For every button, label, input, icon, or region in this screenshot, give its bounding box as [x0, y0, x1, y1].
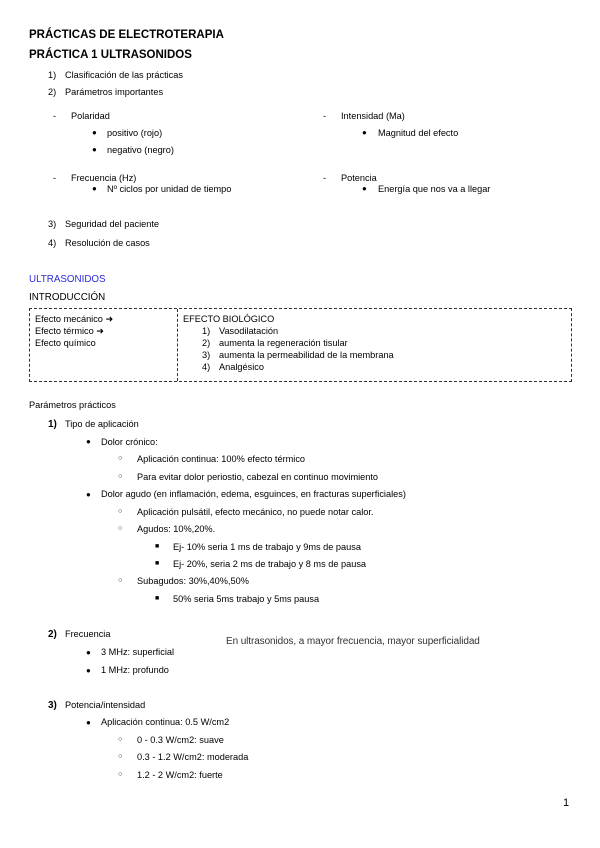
box-divider [177, 309, 178, 381]
section-title-potencia: Potencia/intensidad [65, 700, 146, 710]
list-item: Ej- 10% seria 1 ms de trabajo y 9ms de pausa [173, 542, 361, 552]
biological-effect-item: Analgésico [219, 362, 264, 372]
circle-bullet: ○ [118, 473, 123, 480]
outline-number: 4) [48, 238, 57, 248]
list-item: Aplicación continua: 100% efecto térmico [137, 454, 306, 464]
dot-bullet: ● [86, 437, 91, 446]
biological-effect-number: 4) [202, 362, 211, 372]
biological-effect-item: aumenta la permeabilidad de la membrana [219, 350, 394, 360]
effect-item: Efecto mecánico ➜ [35, 314, 114, 324]
dash-bullet: - [323, 173, 327, 183]
outline-number: 2) [48, 87, 57, 97]
param-subitem: negativo (negro) [107, 145, 174, 155]
practical-params-heading: Parámetros prácticos [29, 400, 116, 410]
param-subitem: Energía que nos va a llegar [378, 184, 491, 194]
outline-item: Resolución de casos [65, 238, 150, 248]
section-number: 3) [48, 700, 57, 711]
list-item: 1.2 - 2 W/cm2: fuerte [137, 770, 223, 780]
circle-bullet: ○ [118, 455, 123, 462]
outline-item: Seguridad del paciente [65, 219, 159, 229]
page-number: 1 [563, 797, 570, 809]
effect-item: Efecto químico [35, 338, 96, 348]
biological-effect-item: Vasodilatación [219, 326, 279, 336]
dolor-cronico: Dolor crónico: [101, 437, 158, 447]
dash-bullet: - [323, 111, 327, 121]
section-number: 2) [48, 629, 57, 640]
square-bullet: ■ [155, 595, 160, 602]
biological-effect-number: 2) [202, 338, 211, 348]
circle-bullet: ○ [118, 771, 123, 778]
section-title-frecuencia: Frecuencia [65, 629, 111, 639]
param-potencia: Potencia [341, 173, 377, 183]
list-item: Aplicación pulsátil, efecto mecánico, no puede notar calor. [137, 507, 374, 517]
dot-bullet: ● [86, 490, 91, 499]
dash-bullet: - [53, 111, 57, 121]
list-item: Ej- 20%, seria 2 ms de trabajo y 8 ms de pausa [173, 559, 367, 569]
section-number: 1) [48, 419, 57, 430]
biological-effect-number: 1) [202, 326, 211, 336]
circle-bullet: ○ [118, 508, 123, 515]
dot-bullet: ● [86, 648, 91, 657]
dot-bullet: ● [86, 718, 91, 727]
outline-number: 1) [48, 70, 57, 80]
param-frecuencia: Frecuencia (Hz) [71, 173, 137, 183]
effect-item: Efecto térmico ➜ [35, 326, 104, 336]
biological-effect-title: EFECTO BIOLÓGICO [183, 314, 275, 324]
section-title-tipo-aplicacion: Tipo de aplicación [65, 419, 139, 429]
circle-bullet: ○ [118, 736, 123, 743]
param-intensidad: Intensidad (Ma) [341, 111, 405, 121]
outline-number: 3) [48, 219, 57, 229]
param-polaridad: Polaridad [71, 111, 110, 121]
dot-bullet: ● [362, 128, 367, 137]
dash-bullet: - [53, 173, 57, 183]
list-item: 3 MHz: superficial [101, 647, 175, 657]
dot-bullet: ● [92, 128, 97, 137]
list-item: Subagudos: 30%,40%,50% [137, 576, 249, 586]
list-item: Aplicación continua: 0.5 W/cm2 [101, 717, 230, 727]
circle-bullet: ○ [118, 577, 123, 584]
circle-bullet: ○ [118, 525, 123, 532]
effects-box [29, 308, 572, 382]
biological-effect-item: aumenta la regeneración tisular [219, 338, 348, 348]
dot-bullet: ● [92, 145, 97, 154]
list-item: Agudos: 10%,20%. [137, 524, 216, 534]
list-item: 0 - 0.3 W/cm2: suave [137, 735, 224, 745]
outline-item: Parámetros importantes [65, 87, 164, 97]
biological-effect-number: 3) [202, 350, 211, 360]
list-item: 50% seria 5ms trabajo y 5ms pausa [173, 594, 320, 604]
dot-bullet: ● [86, 666, 91, 675]
section-heading-introduccion: INTRODUCCIÓN [29, 292, 106, 303]
param-subitem: Nº ciclos por unidad de tiempo [107, 184, 232, 194]
dot-bullet: ● [362, 184, 367, 193]
list-item: 1 MHz: profundo [101, 665, 169, 675]
dolor-agudo: Dolor agudo (en inflamación, edema, esguinces, en fracturas superficiales) [101, 489, 406, 499]
param-subitem: positivo (rojo) [107, 128, 163, 138]
outline-item: Clasificación de las prácticas [65, 70, 183, 80]
dot-bullet: ● [92, 184, 97, 193]
list-item: 0.3 - 1.2 W/cm2: moderada [137, 752, 249, 762]
page-title: PRÁCTICAS DE ELECTROTERAPIA [29, 29, 224, 41]
page-subtitle: PRÁCTICA 1 ULTRASONIDOS [29, 49, 192, 61]
circle-bullet: ○ [118, 753, 123, 760]
param-subitem: Magnitud del efecto [378, 128, 459, 138]
square-bullet: ■ [155, 543, 160, 550]
list-item: Para evitar dolor periostio, cabezal en continuo movimiento [137, 472, 379, 482]
frequency-note: En ultrasonidos, a mayor frecuencia, mayor superficialidad [226, 636, 480, 647]
section-heading-ultrasonidos: ULTRASONIDOS [29, 274, 106, 285]
square-bullet: ■ [155, 560, 160, 567]
